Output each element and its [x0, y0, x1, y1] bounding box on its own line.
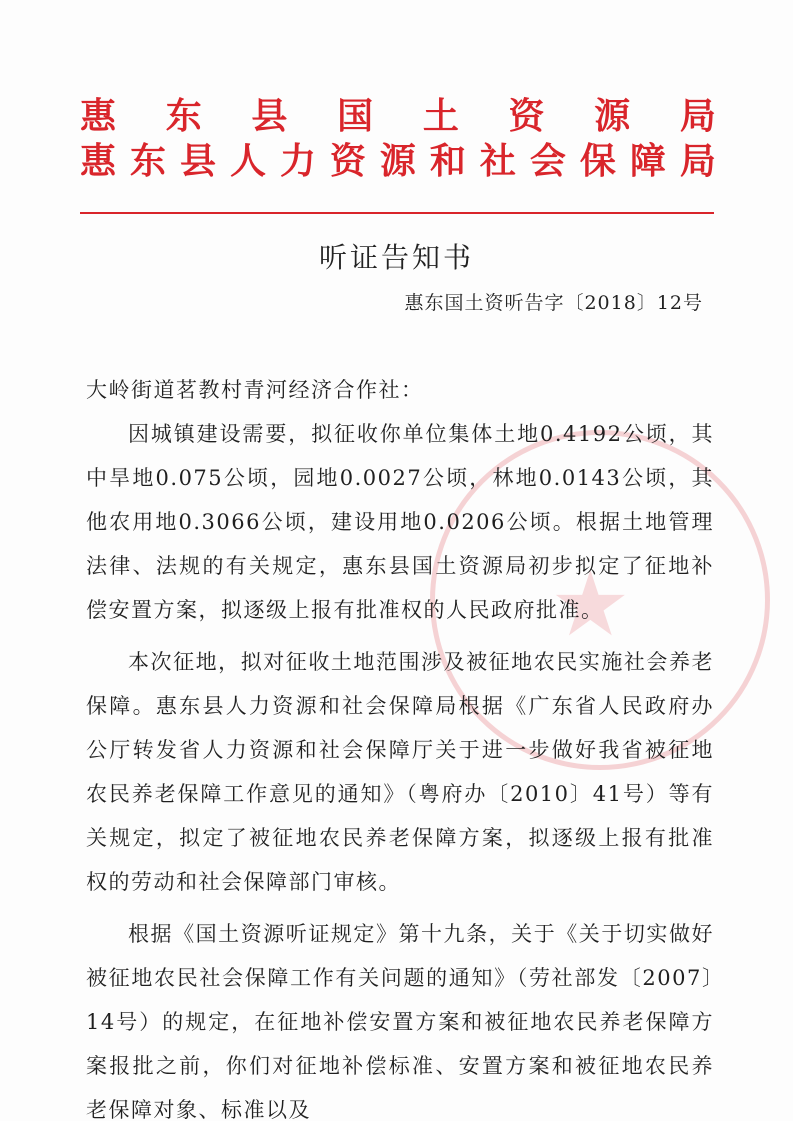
- header-char: 障: [629, 140, 666, 182]
- header-char: 源: [379, 140, 416, 182]
- body-paragraph: 根据《国土资源听证规定》第十九条，关于《关于切实做好被征地农民社会保障工作有关问题的通知》（劳社部发〔2007〕14号）的规定，在征地补偿安置方案和被征地农民养老保障方案报批之前，你们对征地补偿标准、安置方案和被征地农民养老保障对象、标准以及: [86, 922, 714, 1122]
- header-char: 惠: [80, 95, 117, 137]
- header-char: 力: [279, 140, 316, 182]
- header-char: 社: [479, 140, 516, 182]
- header-char: 保: [579, 140, 616, 182]
- header-char: 资: [508, 95, 545, 137]
- header-char: 国: [337, 95, 374, 137]
- header-char: 人: [229, 140, 266, 182]
- header-char: 县: [251, 95, 288, 137]
- issuer-header-line-1: [80, 96, 716, 136]
- header-char: 和: [429, 140, 466, 182]
- header-char: 县: [179, 140, 216, 182]
- header-char: 会: [529, 140, 566, 182]
- recipient-line: 大岭街道茗教村青河经济合作社：: [86, 378, 424, 402]
- header-char: 土: [422, 95, 459, 137]
- header-char: 局: [679, 95, 716, 137]
- document-body: [86, 368, 714, 1132]
- document-title: 听证告知书: [318, 241, 474, 274]
- red-divider-rule: [80, 212, 714, 214]
- seal-star-icon: ★: [550, 552, 631, 657]
- header-char: 惠: [80, 140, 117, 182]
- header-char: 东: [165, 95, 202, 137]
- header-char: 资: [329, 140, 366, 182]
- body-paragraph: 本次征地，拟对征收土地范围涉及被征地农民实施社会养老保障。惠东县人力资源和社会保障局根据《广东省人民政府办公厅转发省人力资源和社会保障厅关于进一步做好我省被征地农民养老保障工作意见的通知》（粤府办〔2010〕41号）等有关规定，拟定了被征地农民养老保障方案，拟逐级上报有批准权的劳动和社会保障部门审核。: [86, 650, 714, 894]
- document-number: 惠东国土资听告字〔2018〕12号: [404, 292, 703, 314]
- header-char: 源: [594, 95, 631, 137]
- header-char: 东: [129, 140, 166, 182]
- body-paragraph: 因城镇建设需要，拟征收你单位集体土地0.4192公顷，其中旱地0.075公顷，园地0.0027公顷，林地0.0143公顷，其他农用地0.3066公顷，建设用地0.0206公顷。根据土地管理法律、法规的有关规定，惠东县国土资源局初步拟定了征地补偿安置方案，拟逐级上报有批准权的人民政府批准。: [86, 422, 714, 622]
- header-char: 局: [679, 140, 716, 182]
- issuer-header-line-2: [80, 141, 716, 181]
